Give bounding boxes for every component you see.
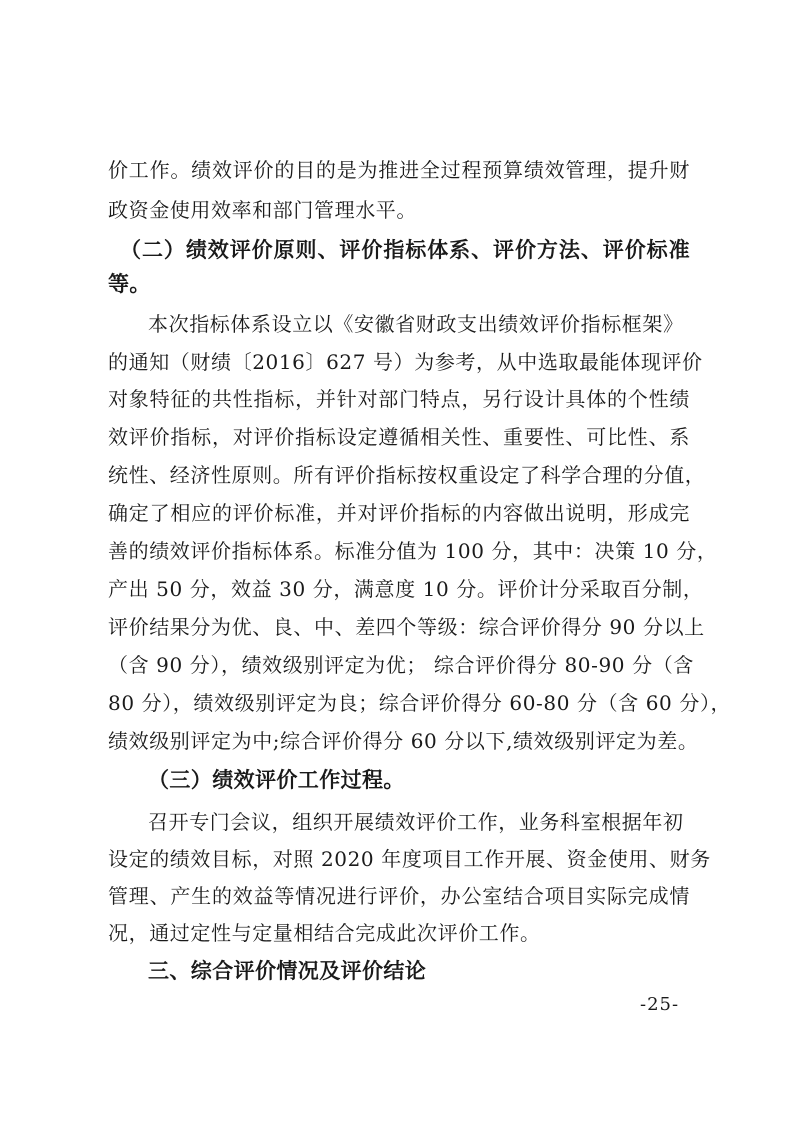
- section-heading-2: （二）绩效评价原则、评价指标体系、评价方法、评价标准: [120, 238, 690, 262]
- paragraph-line: 价工作。绩效评价的目的是为推进全过程预算绩效管理，提升财: [108, 158, 690, 182]
- paragraph-line: 召开专门会议，组织开展绩效评价工作，业务科室根据年初: [148, 810, 684, 834]
- paragraph-line: 的通知（财绩〔2016〕627 号）为参考，从中选取最能体现评价: [108, 350, 703, 374]
- paragraph-line: 设定的绩效目标，对照 2020 年度项目工作开展、资金使用、财务: [108, 847, 711, 871]
- paragraph-line: 效评价指标，对评价指标设定遵循相关性、重要性、可比性、系: [108, 425, 690, 449]
- paragraph-line: 绩效级别评定为中;综合评价得分 60 分以下,绩效级别评定为差。: [108, 729, 699, 753]
- paragraph-line: 善的绩效评价指标体系。标准分值为 100 分，其中：决策 10 分，: [108, 539, 718, 563]
- section-heading-3: （三）绩效评价工作过程。: [148, 768, 405, 792]
- paragraph-line: 产出 50 分，效益 30 分，满意度 10 分。评价计分采取百分制，: [108, 577, 704, 601]
- paragraph-line: 管理、产生的效益等情况进行评价，办公室结合项目实际完成情: [108, 884, 690, 908]
- section-title-3: 三、综合评价情况及评价结论: [148, 959, 427, 983]
- paragraph-line: 对象特征的共性指标，并针对部门特点，另行设计具体的个性绩: [108, 387, 690, 411]
- paragraph-line: 本次指标体系设立以《安徽省财政支出绩效评价指标框架》: [148, 312, 684, 336]
- paragraph-line: 统性、经济性原则。所有评价指标按权重设定了科学合理的分值，: [108, 463, 706, 487]
- paragraph-line: （含 90 分），绩效级别评定为优； 综合评价得分 80-90 分（含: [108, 653, 694, 677]
- paragraph-line: 80 分），绩效级别评定为良；综合评价得分 60-80 分（含 60 分），: [108, 691, 732, 715]
- paragraph-line: 评价结果分为优、良、中、差四个等级：综合评价得分 90 分以上: [108, 615, 705, 639]
- section-heading-2-cont: 等。: [108, 272, 151, 296]
- paragraph-line: 确定了相应的评价标准，并对评价指标的内容做出说明，形成完: [108, 501, 690, 525]
- paragraph-line: 政资金使用效率和部门管理水平。: [108, 198, 417, 222]
- page-number: -25-: [640, 994, 680, 1015]
- paragraph-line: 况，通过定性与定量相结合完成此次评价工作。: [108, 921, 541, 945]
